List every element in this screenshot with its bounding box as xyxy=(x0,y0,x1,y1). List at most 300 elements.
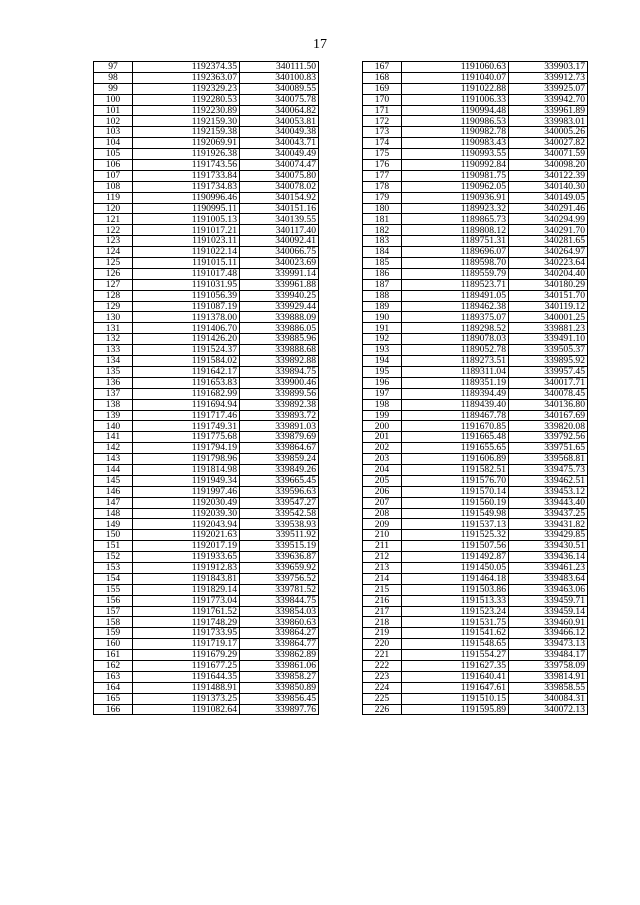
x-coordinate-cell: 1191644.35 xyxy=(133,671,240,682)
table-row xyxy=(363,225,588,236)
table-row xyxy=(363,116,588,127)
y-coordinate-cell: 340122.39 xyxy=(509,170,588,181)
table-row xyxy=(94,704,319,715)
table-row xyxy=(363,628,588,639)
x-coordinate-cell: 1189491.05 xyxy=(402,290,509,301)
table-row xyxy=(94,432,319,443)
point-number-cell: 190 xyxy=(363,312,402,323)
x-coordinate-cell: 1189298.52 xyxy=(402,323,509,334)
y-coordinate-cell: 339983.01 xyxy=(509,116,588,127)
y-coordinate-cell: 340066.75 xyxy=(240,247,319,258)
point-number-cell: 163 xyxy=(94,671,133,682)
point-number-cell: 218 xyxy=(363,617,402,628)
table-row xyxy=(94,127,319,138)
y-coordinate-cell: 339957.45 xyxy=(509,366,588,377)
point-number-cell: 97 xyxy=(94,62,133,73)
table-row xyxy=(363,377,588,388)
point-number-cell: 106 xyxy=(94,160,133,171)
y-coordinate-cell: 339900.46 xyxy=(240,377,319,388)
table-row xyxy=(94,170,319,181)
point-number-cell: 126 xyxy=(94,268,133,279)
x-coordinate-cell: 1191031.95 xyxy=(133,279,240,290)
point-number-cell: 196 xyxy=(363,377,402,388)
y-coordinate-cell: 339429.85 xyxy=(509,530,588,541)
point-number-cell: 125 xyxy=(94,258,133,269)
y-coordinate-cell: 339849.26 xyxy=(240,464,319,475)
y-coordinate-cell: 339961.89 xyxy=(509,105,588,116)
y-coordinate-cell: 339925.07 xyxy=(509,83,588,94)
table-row xyxy=(363,105,588,116)
point-number-cell: 181 xyxy=(363,214,402,225)
y-coordinate-cell: 339538.93 xyxy=(240,519,319,530)
x-coordinate-cell: 1189273.51 xyxy=(402,356,509,367)
y-coordinate-cell: 339858.27 xyxy=(240,671,319,682)
point-number-cell: 205 xyxy=(363,475,402,486)
x-coordinate-cell: 1191373.25 xyxy=(133,693,240,704)
point-number-cell: 107 xyxy=(94,170,133,181)
x-coordinate-cell: 1191510.15 xyxy=(402,693,509,704)
point-number-cell: 186 xyxy=(363,268,402,279)
x-coordinate-cell: 1191677.25 xyxy=(133,660,240,671)
x-coordinate-cell: 1191773.04 xyxy=(133,595,240,606)
point-number-cell: 199 xyxy=(363,410,402,421)
y-coordinate-cell: 339431.82 xyxy=(509,519,588,530)
point-number-cell: 203 xyxy=(363,454,402,465)
table-row xyxy=(363,83,588,94)
point-number-cell: 152 xyxy=(94,552,133,563)
point-number-cell: 187 xyxy=(363,279,402,290)
point-number-cell: 139 xyxy=(94,410,133,421)
point-number-cell: 133 xyxy=(94,345,133,356)
x-coordinate-cell: 1191464.18 xyxy=(402,573,509,584)
y-coordinate-cell: 339885.96 xyxy=(240,334,319,345)
x-coordinate-cell: 1189351.19 xyxy=(402,377,509,388)
table-row xyxy=(94,399,319,410)
y-coordinate-cell: 340075.80 xyxy=(240,170,319,181)
table-row xyxy=(94,366,319,377)
y-coordinate-cell: 339820.08 xyxy=(509,421,588,432)
y-coordinate-cell: 339491.10 xyxy=(509,334,588,345)
y-coordinate-cell: 339636.87 xyxy=(240,552,319,563)
y-coordinate-cell: 339568.81 xyxy=(509,454,588,465)
x-coordinate-cell: 1191378.00 xyxy=(133,312,240,323)
y-coordinate-cell: 340291.46 xyxy=(509,203,588,214)
x-coordinate-cell: 1192363.07 xyxy=(133,72,240,83)
table-row xyxy=(94,247,319,258)
table-row xyxy=(94,639,319,650)
table-row xyxy=(94,421,319,432)
point-number-cell: 138 xyxy=(94,399,133,410)
x-coordinate-cell: 1191022.14 xyxy=(133,247,240,258)
point-number-cell: 216 xyxy=(363,595,402,606)
x-coordinate-cell: 1191749.31 xyxy=(133,421,240,432)
x-coordinate-cell: 1191748.29 xyxy=(133,617,240,628)
point-number-cell: 194 xyxy=(363,356,402,367)
y-coordinate-cell: 340092.41 xyxy=(240,236,319,247)
table-row xyxy=(94,486,319,497)
table-row xyxy=(94,660,319,671)
x-coordinate-cell: 1190962.05 xyxy=(402,181,509,192)
y-coordinate-cell: 340017.71 xyxy=(509,377,588,388)
point-number-cell: 202 xyxy=(363,443,402,454)
x-coordinate-cell: 1191549.98 xyxy=(402,508,509,519)
point-number-cell: 178 xyxy=(363,181,402,192)
x-coordinate-cell: 1191507.56 xyxy=(402,541,509,552)
table-row xyxy=(363,475,588,486)
table-row xyxy=(94,203,319,214)
y-coordinate-cell: 339892.38 xyxy=(240,399,319,410)
y-coordinate-cell: 340151.16 xyxy=(240,203,319,214)
y-coordinate-cell: 340223.64 xyxy=(509,258,588,269)
x-coordinate-cell: 1191794.19 xyxy=(133,443,240,454)
point-number-cell: 189 xyxy=(363,301,402,312)
y-coordinate-cell: 339756.52 xyxy=(240,573,319,584)
x-coordinate-cell: 1191513.33 xyxy=(402,595,509,606)
point-number-cell: 145 xyxy=(94,475,133,486)
x-coordinate-cell: 1192017.19 xyxy=(133,541,240,552)
y-coordinate-cell: 339466.12 xyxy=(509,628,588,639)
point-number-cell: 225 xyxy=(363,693,402,704)
y-coordinate-cell: 339850.89 xyxy=(240,682,319,693)
coordinates-table-right xyxy=(362,61,588,715)
table-row xyxy=(94,279,319,290)
point-number-cell: 134 xyxy=(94,356,133,367)
y-coordinate-cell: 339665.45 xyxy=(240,475,319,486)
table-row xyxy=(94,377,319,388)
point-number-cell: 222 xyxy=(363,660,402,671)
y-coordinate-cell: 340180.29 xyxy=(509,279,588,290)
table-row xyxy=(363,236,588,247)
y-coordinate-cell: 340111.50 xyxy=(240,62,319,73)
x-coordinate-cell: 1191743.56 xyxy=(133,160,240,171)
point-number-cell: 135 xyxy=(94,366,133,377)
x-coordinate-cell: 1192280.53 xyxy=(133,94,240,105)
point-number-cell: 104 xyxy=(94,138,133,149)
table-row xyxy=(94,552,319,563)
x-coordinate-cell: 1190986.53 xyxy=(402,116,509,127)
table-row xyxy=(363,356,588,367)
point-number-cell: 180 xyxy=(363,203,402,214)
point-number-cell: 105 xyxy=(94,149,133,160)
point-number-cell: 198 xyxy=(363,399,402,410)
point-number-cell: 127 xyxy=(94,279,133,290)
x-coordinate-cell: 1191406.70 xyxy=(133,323,240,334)
point-number-cell: 141 xyxy=(94,432,133,443)
y-coordinate-cell: 340071.59 xyxy=(509,149,588,160)
x-coordinate-cell: 1191560.19 xyxy=(402,497,509,508)
x-coordinate-cell: 1189462.38 xyxy=(402,301,509,312)
x-coordinate-cell: 1191040.07 xyxy=(402,72,509,83)
point-number-cell: 144 xyxy=(94,464,133,475)
y-coordinate-cell: 339864.27 xyxy=(240,628,319,639)
y-coordinate-cell: 340149.05 xyxy=(509,192,588,203)
y-coordinate-cell: 339758.09 xyxy=(509,660,588,671)
point-number-cell: 168 xyxy=(363,72,402,83)
y-coordinate-cell: 339473.13 xyxy=(509,639,588,650)
table-row xyxy=(363,127,588,138)
table-row xyxy=(94,225,319,236)
table-row xyxy=(94,258,319,269)
y-coordinate-cell: 340264.97 xyxy=(509,247,588,258)
x-coordinate-cell: 1192021.63 xyxy=(133,530,240,541)
y-coordinate-cell: 339942.70 xyxy=(509,94,588,105)
x-coordinate-cell: 1191017.48 xyxy=(133,268,240,279)
table-row xyxy=(94,595,319,606)
x-coordinate-cell: 1191926.38 xyxy=(133,149,240,160)
table-row xyxy=(363,432,588,443)
table-row xyxy=(94,508,319,519)
table-row xyxy=(94,334,319,345)
table-row xyxy=(94,464,319,475)
y-coordinate-cell: 339751.65 xyxy=(509,443,588,454)
y-coordinate-cell: 339888.09 xyxy=(240,312,319,323)
y-coordinate-cell: 339903.17 xyxy=(509,62,588,73)
table-row xyxy=(363,519,588,530)
x-coordinate-cell: 1190993.55 xyxy=(402,149,509,160)
point-number-cell: 149 xyxy=(94,519,133,530)
table-row xyxy=(94,72,319,83)
point-number-cell: 143 xyxy=(94,454,133,465)
table-row xyxy=(363,573,588,584)
point-number-cell: 212 xyxy=(363,552,402,563)
point-number-cell: 108 xyxy=(94,181,133,192)
table-row xyxy=(94,290,319,301)
y-coordinate-cell: 340049.49 xyxy=(240,149,319,160)
x-coordinate-cell: 1191017.21 xyxy=(133,225,240,236)
y-coordinate-cell: 339864.67 xyxy=(240,443,319,454)
y-coordinate-cell: 339862.89 xyxy=(240,650,319,661)
x-coordinate-cell: 1191524.37 xyxy=(133,345,240,356)
y-coordinate-cell: 339437.25 xyxy=(509,508,588,519)
y-coordinate-cell: 339860.63 xyxy=(240,617,319,628)
x-coordinate-cell: 1191912.83 xyxy=(133,562,240,573)
point-number-cell: 177 xyxy=(363,170,402,181)
point-number-cell: 158 xyxy=(94,617,133,628)
y-coordinate-cell: 339792.56 xyxy=(509,432,588,443)
y-coordinate-cell: 339436.14 xyxy=(509,552,588,563)
y-coordinate-cell: 340204.40 xyxy=(509,268,588,279)
point-number-cell: 154 xyxy=(94,573,133,584)
table-row xyxy=(94,105,319,116)
point-number-cell: 211 xyxy=(363,541,402,552)
x-coordinate-cell: 1191582.51 xyxy=(402,464,509,475)
table-row xyxy=(363,258,588,269)
x-coordinate-cell: 1192329.23 xyxy=(133,83,240,94)
x-coordinate-cell: 1190994.48 xyxy=(402,105,509,116)
table-row xyxy=(363,443,588,454)
table-row xyxy=(363,530,588,541)
y-coordinate-cell: 340117.40 xyxy=(240,225,319,236)
x-coordinate-cell: 1191775.68 xyxy=(133,432,240,443)
y-coordinate-cell: 339659.92 xyxy=(240,562,319,573)
x-coordinate-cell: 1190992.84 xyxy=(402,160,509,171)
y-coordinate-cell: 339542.58 xyxy=(240,508,319,519)
point-number-cell: 197 xyxy=(363,388,402,399)
x-coordinate-cell: 1189923.32 xyxy=(402,203,509,214)
table-row xyxy=(94,519,319,530)
point-number-cell: 174 xyxy=(363,138,402,149)
x-coordinate-cell: 1191537.13 xyxy=(402,519,509,530)
point-number-cell: 148 xyxy=(94,508,133,519)
table-row xyxy=(363,606,588,617)
table-row xyxy=(363,160,588,171)
y-coordinate-cell: 339484.17 xyxy=(509,650,588,661)
coordinates-table-left xyxy=(93,61,319,715)
table-row xyxy=(363,639,588,650)
y-coordinate-cell: 339929.44 xyxy=(240,301,319,312)
table-row xyxy=(363,486,588,497)
x-coordinate-cell: 1191548.65 xyxy=(402,639,509,650)
y-coordinate-cell: 339940.25 xyxy=(240,290,319,301)
x-coordinate-cell: 1191829.14 xyxy=(133,584,240,595)
table-row xyxy=(94,149,319,160)
point-number-cell: 173 xyxy=(363,127,402,138)
x-coordinate-cell: 1191022.88 xyxy=(402,83,509,94)
x-coordinate-cell: 1191933.65 xyxy=(133,552,240,563)
y-coordinate-cell: 339430.51 xyxy=(509,541,588,552)
x-coordinate-cell: 1191523.24 xyxy=(402,606,509,617)
point-number-cell: 179 xyxy=(363,192,402,203)
table-row xyxy=(94,181,319,192)
table-row xyxy=(363,541,588,552)
y-coordinate-cell: 340084.31 xyxy=(509,693,588,704)
point-number-cell: 150 xyxy=(94,530,133,541)
point-number-cell: 192 xyxy=(363,334,402,345)
x-coordinate-cell: 1191682.99 xyxy=(133,388,240,399)
x-coordinate-cell: 1189394.49 xyxy=(402,388,509,399)
x-coordinate-cell: 1191606.89 xyxy=(402,454,509,465)
table-row xyxy=(363,584,588,595)
y-coordinate-cell: 339596.63 xyxy=(240,486,319,497)
y-coordinate-cell: 339463.06 xyxy=(509,584,588,595)
x-coordinate-cell: 1191694.94 xyxy=(133,399,240,410)
point-number-cell: 99 xyxy=(94,83,133,94)
x-coordinate-cell: 1191733.95 xyxy=(133,628,240,639)
point-number-cell: 98 xyxy=(94,72,133,83)
point-number-cell: 123 xyxy=(94,236,133,247)
x-coordinate-cell: 1190996.46 xyxy=(133,192,240,203)
table-row xyxy=(363,279,588,290)
point-number-cell: 132 xyxy=(94,334,133,345)
point-number-cell: 169 xyxy=(363,83,402,94)
x-coordinate-cell: 1192374.35 xyxy=(133,62,240,73)
x-coordinate-cell: 1191056.39 xyxy=(133,290,240,301)
table-row xyxy=(363,497,588,508)
table-row xyxy=(363,334,588,345)
table-row xyxy=(363,268,588,279)
y-coordinate-cell: 340151.70 xyxy=(509,290,588,301)
table-row xyxy=(94,443,319,454)
y-coordinate-cell: 339460.91 xyxy=(509,617,588,628)
x-coordinate-cell: 1189696.07 xyxy=(402,247,509,258)
x-coordinate-cell: 1192230.89 xyxy=(133,105,240,116)
x-coordinate-cell: 1191492.87 xyxy=(402,552,509,563)
x-coordinate-cell: 1191584.02 xyxy=(133,356,240,367)
y-coordinate-cell: 340072.13 xyxy=(509,704,588,715)
page-number: 17 xyxy=(313,37,327,52)
point-number-cell: 209 xyxy=(363,519,402,530)
table-row xyxy=(363,464,588,475)
point-number-cell: 171 xyxy=(363,105,402,116)
x-coordinate-cell: 1191647.61 xyxy=(402,682,509,693)
table-row xyxy=(363,170,588,181)
x-coordinate-cell: 1189598.70 xyxy=(402,258,509,269)
table-row xyxy=(94,388,319,399)
x-coordinate-cell: 1191665.48 xyxy=(402,432,509,443)
point-number-cell: 130 xyxy=(94,312,133,323)
x-coordinate-cell: 1189808.12 xyxy=(402,225,509,236)
y-coordinate-cell: 339461.23 xyxy=(509,562,588,573)
point-number-cell: 183 xyxy=(363,236,402,247)
table-row xyxy=(94,323,319,334)
table-row xyxy=(363,72,588,83)
table-row xyxy=(363,323,588,334)
x-coordinate-cell: 1191005.13 xyxy=(133,214,240,225)
table-row xyxy=(94,562,319,573)
x-coordinate-cell: 1191525.32 xyxy=(402,530,509,541)
point-number-cell: 201 xyxy=(363,432,402,443)
y-coordinate-cell: 339547.27 xyxy=(240,497,319,508)
y-coordinate-cell: 340089.55 xyxy=(240,83,319,94)
point-number-cell: 206 xyxy=(363,486,402,497)
table-row xyxy=(363,454,588,465)
point-number-cell: 210 xyxy=(363,530,402,541)
y-coordinate-cell: 339893.72 xyxy=(240,410,319,421)
y-coordinate-cell: 339961.88 xyxy=(240,279,319,290)
x-coordinate-cell: 1191814.98 xyxy=(133,464,240,475)
y-coordinate-cell: 340140.30 xyxy=(509,181,588,192)
x-coordinate-cell: 1191655.65 xyxy=(402,443,509,454)
table-row xyxy=(363,94,588,105)
point-number-cell: 182 xyxy=(363,225,402,236)
table-row xyxy=(94,236,319,247)
point-number-cell: 167 xyxy=(363,62,402,73)
table-row xyxy=(94,268,319,279)
point-number-cell: 124 xyxy=(94,247,133,258)
y-coordinate-cell: 340139.55 xyxy=(240,214,319,225)
table-row xyxy=(94,650,319,661)
table-row xyxy=(363,682,588,693)
y-coordinate-cell: 340294.99 xyxy=(509,214,588,225)
point-number-cell: 136 xyxy=(94,377,133,388)
x-coordinate-cell: 1191734.83 xyxy=(133,181,240,192)
x-coordinate-cell: 1192030.49 xyxy=(133,497,240,508)
table-row xyxy=(363,290,588,301)
point-number-cell: 153 xyxy=(94,562,133,573)
point-number-cell: 170 xyxy=(363,94,402,105)
x-coordinate-cell: 1191488.91 xyxy=(133,682,240,693)
y-coordinate-cell: 339475.73 xyxy=(509,464,588,475)
table-row xyxy=(94,682,319,693)
point-number-cell: 131 xyxy=(94,323,133,334)
x-coordinate-cell: 1189052.78 xyxy=(402,345,509,356)
x-coordinate-cell: 1191627.35 xyxy=(402,660,509,671)
table-row xyxy=(94,530,319,541)
table-row xyxy=(363,421,588,432)
table-row xyxy=(363,508,588,519)
table-row xyxy=(94,116,319,127)
y-coordinate-cell: 339861.06 xyxy=(240,660,319,671)
table-row xyxy=(363,650,588,661)
x-coordinate-cell: 1191798.96 xyxy=(133,454,240,465)
table-row xyxy=(363,214,588,225)
x-coordinate-cell: 1191843.81 xyxy=(133,573,240,584)
x-coordinate-cell: 1191640.41 xyxy=(402,671,509,682)
point-number-cell: 121 xyxy=(94,214,133,225)
y-coordinate-cell: 339505.37 xyxy=(509,345,588,356)
x-coordinate-cell: 1190982.78 xyxy=(402,127,509,138)
y-coordinate-cell: 340064.82 xyxy=(240,105,319,116)
